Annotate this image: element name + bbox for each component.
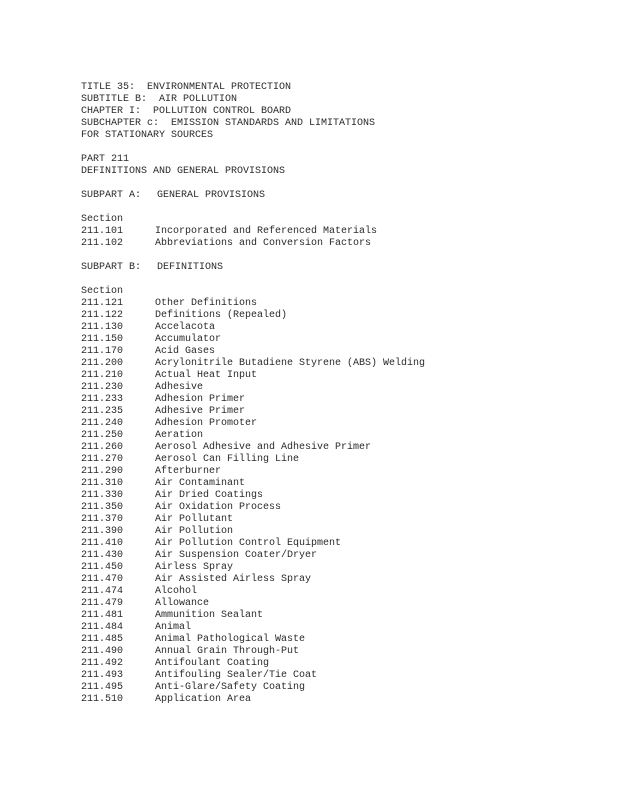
section-row [81,634,581,646]
section-row [81,238,581,250]
section-number: 211.102 [81,238,124,249]
section-number: 211.233 [81,394,124,405]
section-title: Alcohol [155,586,198,597]
section-title: Acid Gases [155,346,216,357]
section-number: 211.310 [81,478,124,489]
section-row [81,622,581,634]
part-title: DEFINITIONS AND GENERAL PROVISIONS [81,166,286,177]
section-title: Ammunition Sealant [155,610,264,621]
section-title: Application Area [155,694,252,705]
spacer [81,142,581,154]
section-number: 211.485 [81,634,124,645]
section-title: Aerosol Can Filling Line [155,454,300,465]
section-row [81,490,581,502]
title-line: TITLE 35: ENVIRONMENTAL PROTECTION [81,82,292,93]
section-number: 211.450 [81,562,124,573]
section-number: 211.235 [81,406,124,417]
section-number: 211.230 [81,382,124,393]
section-row [81,382,581,394]
section-number: 211.490 [81,646,124,657]
section-title: Antifouling Sealer/Tie Coat [155,670,318,681]
section-title: Actual Heat Input [155,370,258,381]
section-number: 211.430 [81,550,124,561]
section-row [81,418,581,430]
section-row [81,358,581,370]
section-row [81,562,581,574]
section-row [81,682,581,694]
section-title: Animal [155,622,192,633]
subchapter-line-2: FOR STATIONARY SOURCES [81,130,214,141]
spacer [81,250,581,262]
section-title: Antifoulant Coating [155,658,270,669]
section-row [81,310,581,322]
section-row [81,586,581,598]
section-title: Aeration [155,430,204,441]
spacer [81,178,581,190]
section-heading: Section [81,214,124,225]
section-title: Incorporated and Referenced Materials [155,226,378,237]
section-number: 211.170 [81,346,124,357]
section-row [81,370,581,382]
section-row [81,394,581,406]
section-number: 211.121 [81,298,124,309]
section-heading: Section [81,286,124,297]
section-title: Abbreviations and Conversion Factors [155,238,372,249]
section-title: Anti-Glare/Safety Coating [155,682,306,693]
section-row [81,430,581,442]
section-number: 211.493 [81,670,124,681]
section-number: 211.492 [81,658,124,669]
section-row [81,598,581,610]
section-number: 211.479 [81,598,124,609]
section-row [81,670,581,682]
subpart-b-heading [81,262,581,274]
chapter-line: CHAPTER I: POLLUTION CONTROL BOARD [81,106,292,117]
subpart-b-section-list [81,298,581,706]
section-title: Animal Pathological Waste [155,634,306,645]
section-title: Definitions (Repealed) [155,310,288,321]
section-title: Airless Spray [155,562,234,573]
section-number: 211.122 [81,310,124,321]
subchapter-line-1: SUBCHAPTER c: EMISSION STANDARDS AND LIMITATIONS [81,118,376,129]
section-number: 211.101 [81,226,124,237]
section-number: 211.474 [81,586,124,597]
section-row [81,322,581,334]
subpart-a-section-list [81,226,581,250]
subpart-b-title: DEFINITIONS [157,262,224,273]
section-number: 211.510 [81,694,124,705]
section-row [81,442,581,454]
subpart-a-label: SUBPART A: [81,190,142,201]
subpart-a-heading [81,190,581,202]
section-number: 211.370 [81,514,124,525]
section-row [81,478,581,490]
section-title: Accelacota [155,322,216,333]
section-row [81,334,581,346]
section-title: Adhesive Primer [155,406,246,417]
section-title: Adhesion Promoter [155,418,258,429]
section-number: 211.260 [81,442,124,453]
section-row [81,298,581,310]
section-number: 211.495 [81,682,124,693]
section-title: Afterburner [155,466,222,477]
section-row [81,646,581,658]
subpart-b-label: SUBPART B: [81,262,142,273]
part-number: PART 211 [81,154,130,165]
section-title: Aerosol Adhesive and Adhesive Primer [155,442,372,453]
section-title: Air Suspension Coater/Dryer [155,550,318,561]
section-number: 211.484 [81,622,124,633]
section-number: 211.250 [81,430,124,441]
section-row [81,406,581,418]
section-row [81,538,581,550]
section-title: Air Contaminant [155,478,246,489]
section-number: 211.240 [81,418,124,429]
section-title: Allowance [155,598,210,609]
section-row [81,466,581,478]
section-row [81,694,581,706]
section-title: Other Definitions [155,298,258,309]
section-number: 211.130 [81,322,124,333]
section-title: Adhesive [155,382,204,393]
section-number: 211.210 [81,370,124,381]
section-title: Annual Grain Through-Put [155,646,300,657]
section-row [81,550,581,562]
section-title: Air Oxidation Process [155,502,282,513]
section-number: 211.290 [81,466,124,477]
section-title: Air Pollution [155,526,234,537]
section-row [81,526,581,538]
section-number: 211.200 [81,358,124,369]
spacer [81,274,581,286]
section-title: Air Assisted Airless Spray [155,574,312,585]
section-title: Air Pollutant [155,514,234,525]
section-row [81,514,581,526]
section-number: 211.410 [81,538,124,549]
section-row [81,502,581,514]
section-title: Air Dried Coatings [155,490,264,501]
section-row [81,658,581,670]
subtitle-line: SUBTITLE B: AIR POLLUTION [81,94,238,105]
section-number: 211.390 [81,526,124,537]
section-title: Acrylonitrile Butadiene Styrene (ABS) Welding [155,358,426,369]
section-row [81,454,581,466]
section-row [81,226,581,238]
spacer [81,202,581,214]
section-number: 211.330 [81,490,124,501]
document-page [81,82,581,706]
section-title: Adhesion Primer [155,394,246,405]
section-number: 211.350 [81,502,124,513]
section-number: 211.481 [81,610,124,621]
section-number: 211.270 [81,454,124,465]
section-number: 211.150 [81,334,124,345]
section-title: Accumulator [155,334,222,345]
section-row [81,346,581,358]
subpart-a-title: GENERAL PROVISIONS [157,190,266,201]
section-row [81,610,581,622]
section-row [81,574,581,586]
section-title: Air Pollution Control Equipment [155,538,342,549]
section-number: 211.470 [81,574,124,585]
